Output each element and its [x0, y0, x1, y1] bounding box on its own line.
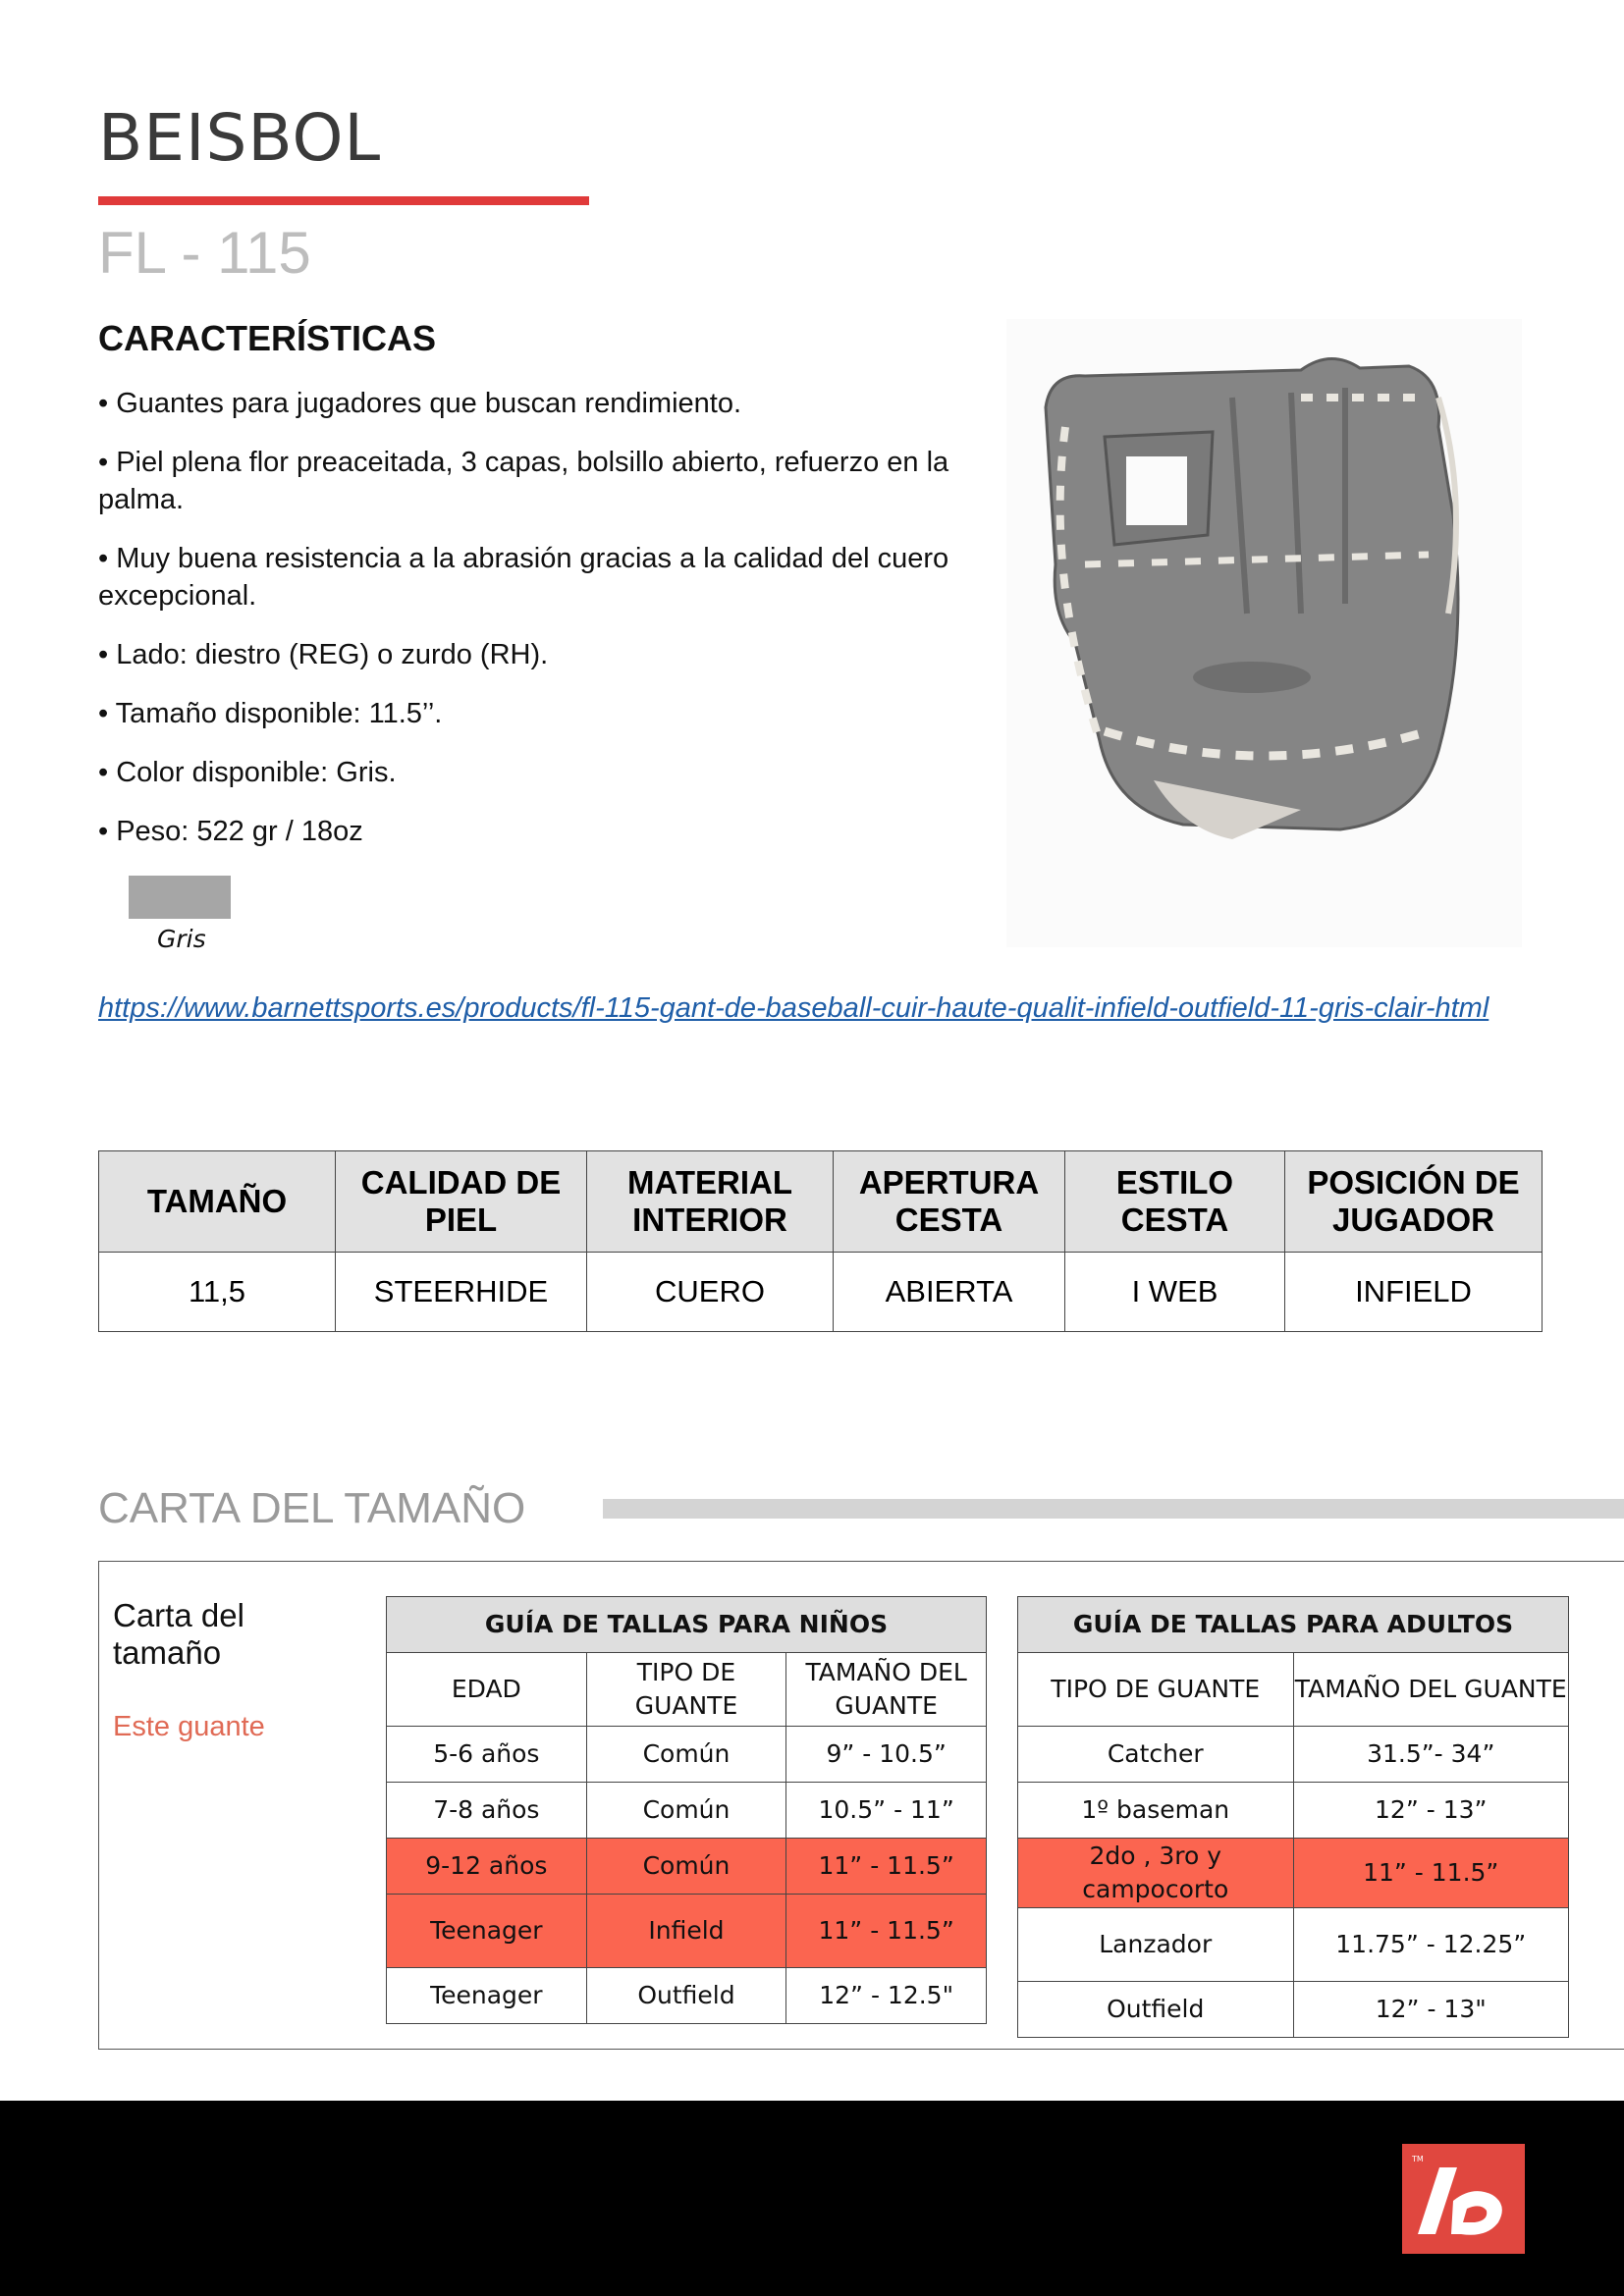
size-chart-note: Este guante — [113, 1711, 265, 1742]
feature-item: • Peso: 522 gr / 18oz — [98, 816, 363, 847]
adults-cell: 11.75” - 12.25” — [1293, 1908, 1569, 1982]
adults-column-header: TIPO DE GUANTE — [1018, 1653, 1294, 1727]
specs-header-row — [99, 1151, 1543, 1253]
adults-cell: 2do , 3ro y campocorto — [1018, 1839, 1294, 1908]
color-swatch — [129, 876, 231, 919]
specs-value: 11,5 — [99, 1253, 336, 1332]
specs-header: MATERIAL INTERIOR — [587, 1151, 834, 1253]
model-number: FL - 115 — [98, 220, 311, 286]
kids-column-header: EDAD — [387, 1653, 587, 1727]
adults-column-header: TAMAÑO DEL GUANTE — [1293, 1653, 1569, 1727]
kids-cell: 9-12 años — [387, 1839, 587, 1895]
specs-header: POSICIÓN DE JUGADOR — [1285, 1151, 1543, 1253]
kids-cell: Teenager — [387, 1895, 587, 1968]
table-row — [387, 1968, 987, 2024]
adults-cell: 12” - 13” — [1293, 1783, 1569, 1839]
table-row — [1018, 1727, 1569, 1783]
kids-column-header: TIPO DE GUANTE — [586, 1653, 786, 1727]
features-list — [98, 385, 982, 872]
size-chart-label: Carta del tamaño — [113, 1597, 244, 1671]
specs-header: ESTILO CESTA — [1065, 1151, 1285, 1253]
specs-value: INFIELD — [1285, 1253, 1543, 1332]
specs-header: CALIDAD DE PIEL — [336, 1151, 587, 1253]
kids-cell: Común — [586, 1727, 786, 1783]
kids-column-header: TAMAÑO DEL GUANTE — [786, 1653, 987, 1727]
baseball-glove-image — [1006, 319, 1522, 947]
product-link[interactable]: https://www.barnettsports.es/products/fl-115-gant-de-baseball-cuir-haute-qualit-infield-outfield-11-gris-clair-html — [98, 992, 1489, 1024]
table-row — [1018, 1908, 1569, 1982]
table-row-highlighted — [1018, 1839, 1569, 1908]
kids-cell: Común — [586, 1783, 786, 1839]
table-row — [1018, 1982, 1569, 2038]
barnett-logo-icon — [1402, 2144, 1525, 2254]
size-chart-divider — [603, 1499, 1624, 1519]
specs-table — [98, 1150, 1543, 1332]
adults-size-table — [1017, 1596, 1569, 2038]
specs-header: TAMAÑO — [99, 1151, 336, 1253]
kids-cell: Teenager — [387, 1968, 587, 2024]
specs-value: I WEB — [1065, 1253, 1285, 1332]
kids-cell: 9” - 10.5” — [786, 1727, 987, 1783]
features-heading: CARACTERÍSTICAS — [98, 318, 437, 358]
kids-cell: Infield — [586, 1895, 786, 1968]
adults-cell: 31.5”- 34” — [1293, 1727, 1569, 1783]
footer-band — [0, 2101, 1624, 2296]
feature-item: • Color disponible: Gris. — [98, 757, 397, 788]
specs-value: STEERHIDE — [336, 1253, 587, 1332]
specs-header: APERTURA CESTA — [834, 1151, 1065, 1253]
kids-cell: Común — [586, 1839, 786, 1895]
color-swatch-label: Gris — [157, 925, 206, 953]
kids-cell: 10.5” - 11” — [786, 1783, 987, 1839]
table-row-highlighted — [387, 1895, 987, 1968]
table-row — [1018, 1783, 1569, 1839]
title-rule — [98, 196, 589, 205]
kids-cell: 11” - 11.5” — [786, 1895, 987, 1968]
adults-cell: Lanzador — [1018, 1908, 1294, 1982]
adults-cell: 11” - 11.5” — [1293, 1839, 1569, 1908]
table-row — [387, 1727, 987, 1783]
adults-cell: Catcher — [1018, 1727, 1294, 1783]
kids-cell: Outfield — [586, 1968, 786, 2024]
feature-item: • Tamaño disponible: 11.5’’. — [98, 698, 443, 729]
size-chart-heading: CARTA DEL TAMAÑO — [98, 1484, 526, 1532]
kids-cell: 7-8 años — [387, 1783, 587, 1839]
adults-table-caption: GUÍA DE TALLAS PARA ADULTOS — [1018, 1597, 1569, 1653]
kids-table-caption: GUÍA DE TALLAS PARA NIÑOS — [387, 1597, 987, 1653]
table-row-highlighted — [387, 1839, 987, 1895]
specs-value: ABIERTA — [834, 1253, 1065, 1332]
page-title: BEISBOL — [98, 100, 382, 176]
svg-text:TM: TM — [1412, 2155, 1424, 2163]
specs-value-row — [99, 1253, 1543, 1332]
feature-item: • Guantes para jugadores que buscan rendimiento. — [98, 388, 742, 419]
kids-size-table — [386, 1596, 987, 2024]
kids-cell: 5-6 años — [387, 1727, 587, 1783]
kids-cell: 12” - 12.5" — [786, 1968, 987, 2024]
feature-item: • Lado: diestro (REG) o zurdo (RH). — [98, 639, 549, 670]
adults-cell: 1º baseman — [1018, 1783, 1294, 1839]
adults-cell: Outfield — [1018, 1982, 1294, 2038]
specs-value: CUERO — [587, 1253, 834, 1332]
table-row — [387, 1783, 987, 1839]
kids-cell: 11” - 11.5” — [786, 1839, 987, 1895]
feature-item: • Muy buena resistencia a la abrasión gracias a la calidad del cuero excepcional. — [98, 543, 949, 612]
feature-item: • Piel plena flor preaceitada, 3 capas, bolsillo abierto, refuerzo en la palma. — [98, 447, 949, 515]
adults-cell: 12” - 13" — [1293, 1982, 1569, 2038]
